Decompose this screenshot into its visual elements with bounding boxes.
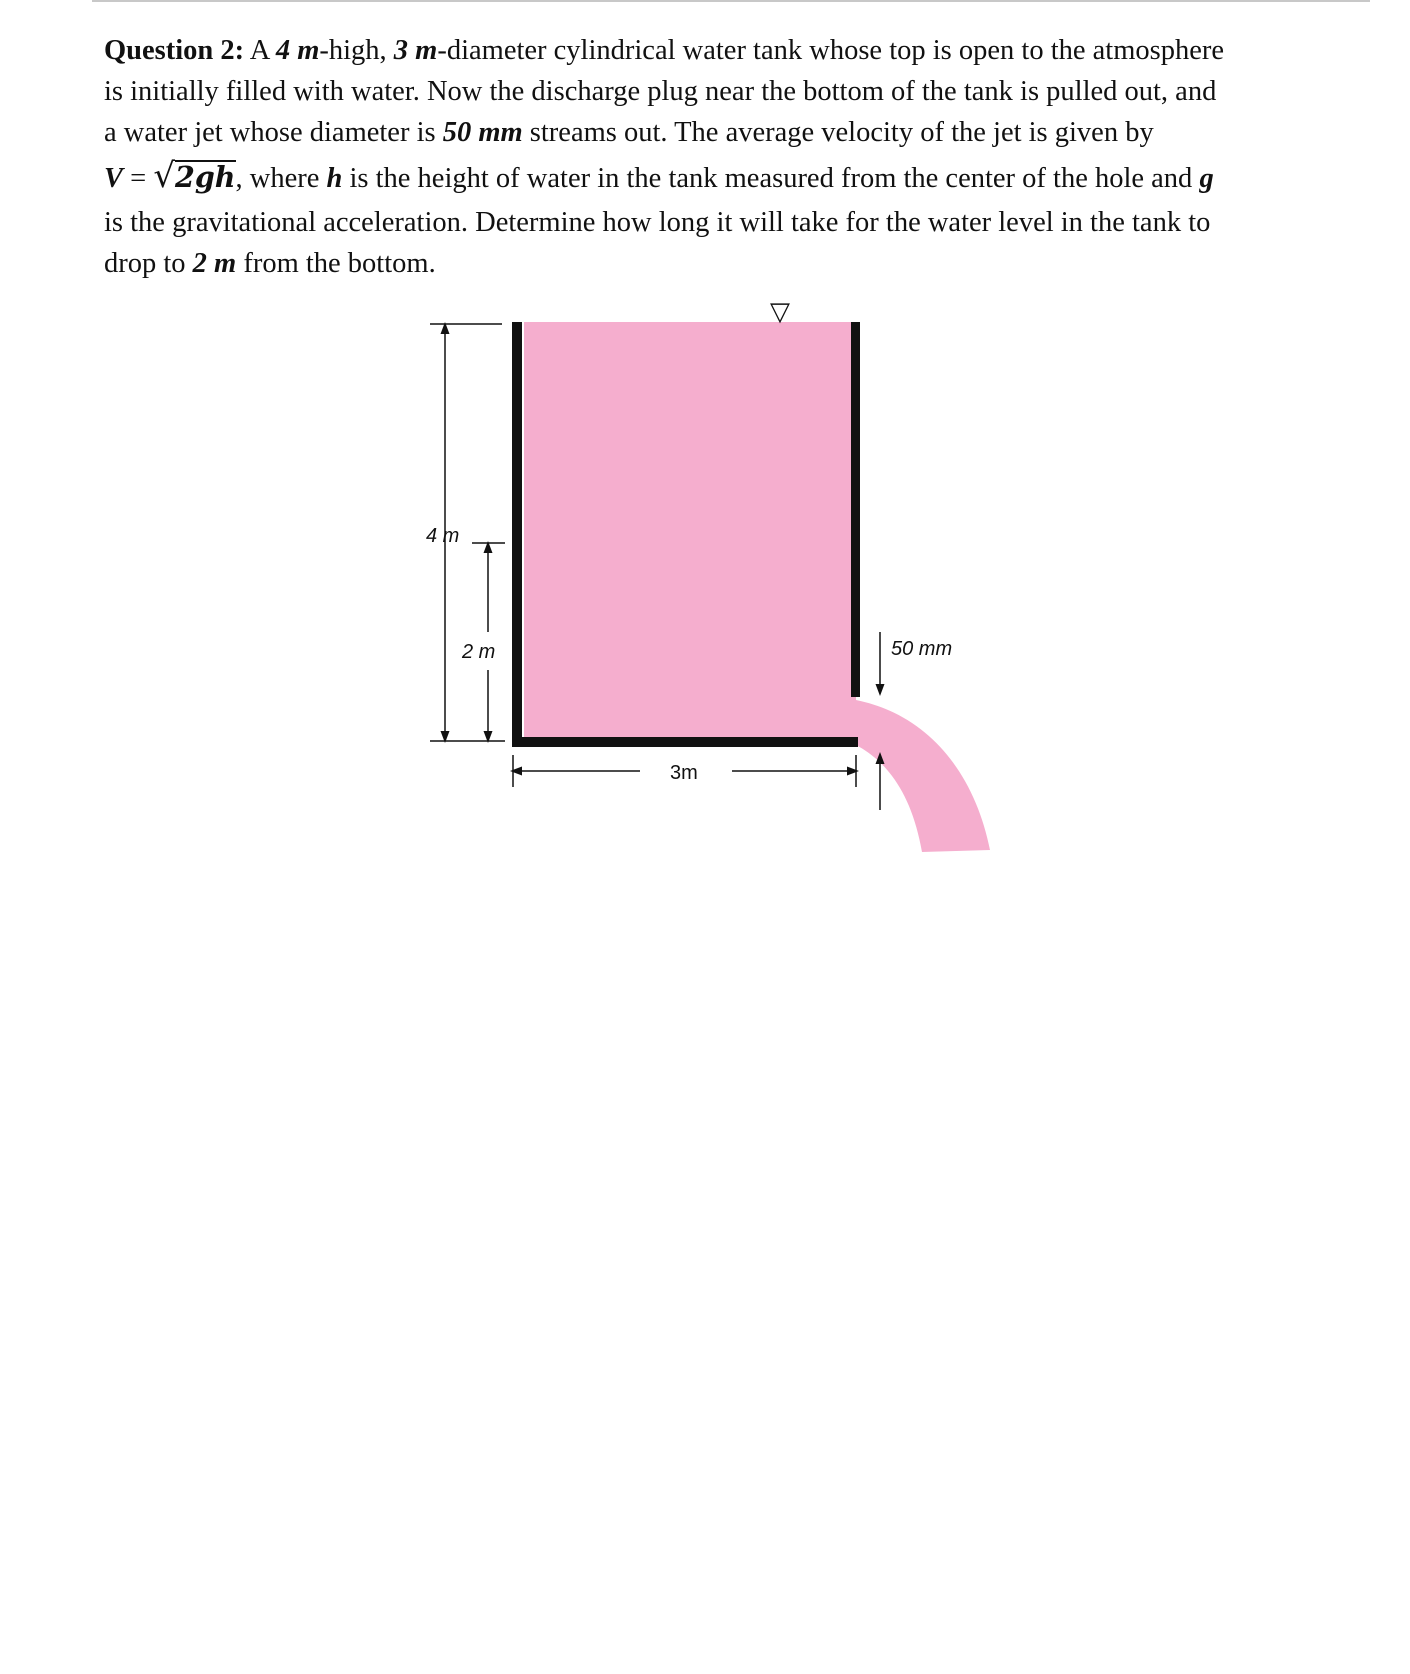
jet-diameter-value: 50 mm bbox=[442, 117, 523, 148]
question-label: Question 2: bbox=[104, 35, 245, 66]
jet-diameter-label: 50 mm bbox=[891, 638, 953, 660]
text-span: -diameter cylindrical water tank whose top is open to the atmosphere bbox=[437, 35, 1225, 66]
text-span: drop to bbox=[104, 248, 193, 279]
text-span: is the height of water in the tank measured from the center of the hole and bbox=[342, 163, 1200, 194]
diameter-label: 3m bbox=[670, 762, 698, 784]
tank-bottom bbox=[512, 737, 858, 747]
tank-left-wall bbox=[512, 322, 522, 747]
text-span: A bbox=[244, 35, 276, 66]
level-label: 2 m bbox=[462, 641, 496, 663]
question-line-2: is initially filled with water. Now the discharge plug near the bottom of the tank is pulled out, and bbox=[104, 76, 1217, 107]
text-span: , where bbox=[235, 163, 327, 194]
height-label: 4 m bbox=[426, 525, 460, 547]
gravity-symbol: g bbox=[1199, 163, 1214, 194]
target-level-value: 2 m bbox=[192, 248, 237, 279]
tank-diameter-value: 3 m bbox=[393, 35, 438, 66]
height-symbol: h bbox=[326, 163, 343, 194]
tank-right-wall bbox=[851, 322, 860, 697]
tank-water bbox=[524, 322, 856, 737]
velocity-symbol: V bbox=[104, 163, 124, 194]
free-surface-symbol: ▽ bbox=[770, 297, 790, 327]
sqrt-sign: √ bbox=[153, 156, 176, 196]
text-span: a water jet whose diameter is bbox=[104, 117, 443, 148]
text-span: from the bottom. bbox=[236, 248, 436, 279]
text-span: streams out. The average velocity of the jet is given by bbox=[522, 117, 1154, 148]
text-span: -high, bbox=[319, 35, 394, 66]
radicand: 2gh bbox=[175, 160, 236, 194]
equals-sign: = bbox=[123, 163, 154, 194]
question-line-5: is the gravitational acceleration. Determine how long it will take for the water level in the tank to bbox=[104, 207, 1211, 238]
tank-height-value: 4 m bbox=[275, 35, 320, 66]
water-jet bbox=[856, 700, 990, 852]
